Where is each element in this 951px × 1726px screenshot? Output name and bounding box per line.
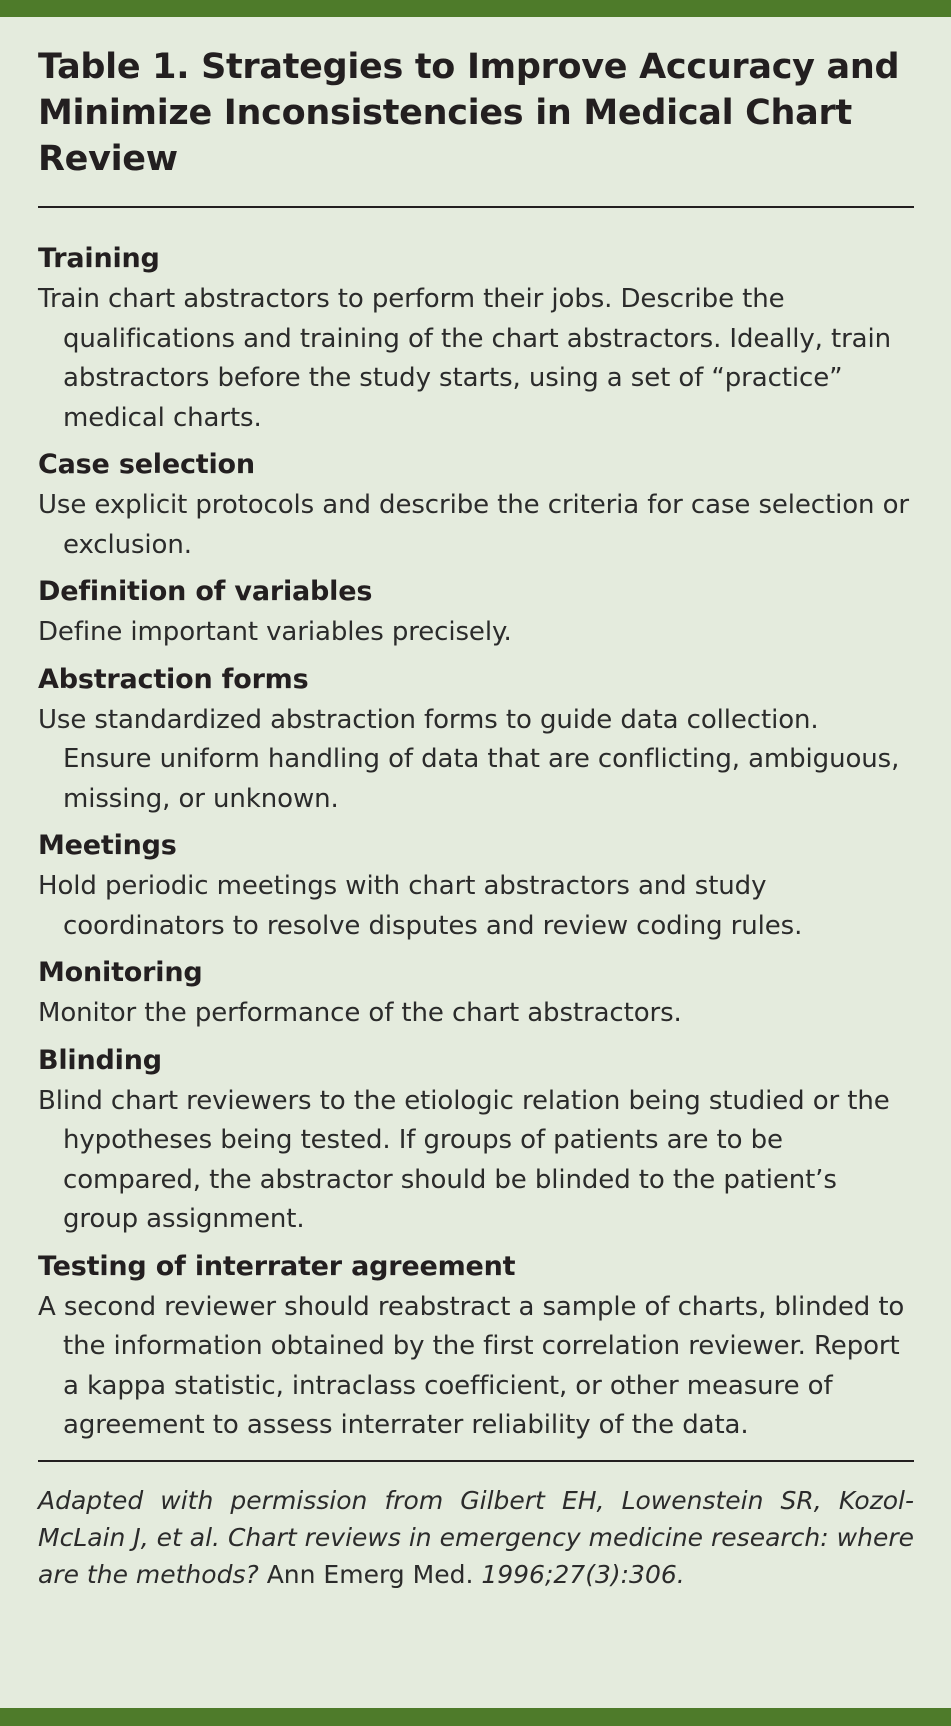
table-title: Table 1. Strategies to Improve Accuracy and Minimize Inconsistencies in Medical Chart Review xyxy=(38,47,900,179)
footnote-volume: 1996;27(3):306. xyxy=(481,1559,685,1589)
strategy-description: Use standardized abstraction forms to guide data collection. Ensure uniform handling of data that are conflicting, ambiguous, missing, or unknown. xyxy=(38,704,900,814)
strategy-training xyxy=(38,242,914,438)
strategy-monitoring xyxy=(38,956,914,1034)
strategy-case-selection xyxy=(38,448,914,565)
strategy-heading: Abstraction forms xyxy=(38,663,309,695)
strategy-blinding xyxy=(38,1044,914,1240)
strategy-description: Use explicit protocols and describe the criteria for case selection or exclusion. xyxy=(38,490,909,560)
strategy-definition-of-variables xyxy=(38,575,914,653)
top-accent-bar xyxy=(0,0,951,17)
strategy-description: Define important variables precisely. xyxy=(38,617,512,647)
strategy-abstraction-forms xyxy=(38,663,914,820)
strategy-heading: Case selection xyxy=(38,449,255,480)
strategy-list xyxy=(38,208,914,1446)
strategy-description: Train chart abstractors to perform their jobs. Describe the qualifications and training of the chart abstractors. Ideally, train abstractors before the study starts, using a set of “practice” medical charts. xyxy=(38,284,892,433)
strategy-heading: Monitoring xyxy=(38,957,203,988)
strategy-meetings xyxy=(38,829,914,946)
strategy-description: Monitor the performance of the chart abstractors. xyxy=(38,998,682,1028)
strategy-description: Hold periodic meetings with chart abstractors and study coordinators to resolve disputes and review coding rules. xyxy=(38,871,803,941)
strategy-heading: Blinding xyxy=(38,1044,162,1076)
strategy-heading: Testing of interrater agreement xyxy=(38,1250,516,1282)
strategy-interrater-agreement xyxy=(38,1250,914,1446)
bottom-accent-bar xyxy=(0,1708,951,1726)
footnote-citation: Adapted with permission from Gilbert EH, Lowenstein SR, Kozol-McLain J, et al. Chart reviews in emergency medicine research: where are the methods? xyxy=(38,1485,914,1589)
strategy-heading: Definition of variables xyxy=(38,576,373,607)
footnote-divider xyxy=(38,1460,914,1462)
table-content xyxy=(38,44,914,1593)
footnote-journal: Ann Emerg Med. xyxy=(258,1559,482,1589)
strategy-heading: Meetings xyxy=(38,830,177,861)
source-footnote xyxy=(38,1482,914,1593)
strategy-description: Blind chart reviewers to the etiologic relation being studied or the hypotheses being tested. If groups of patients are to be compared, the abstractor should be blinded to the patient’s group assignment. xyxy=(38,1085,890,1234)
strategy-heading: Training xyxy=(38,243,160,274)
strategy-description: A second reviewer should reabstract a sample of charts, blinded to the information obtained by the first correlation reviewer. Report a kappa statistic, intraclass coefficient, or other measure of agreement to assess interrater reliability of the data. xyxy=(38,1291,905,1440)
